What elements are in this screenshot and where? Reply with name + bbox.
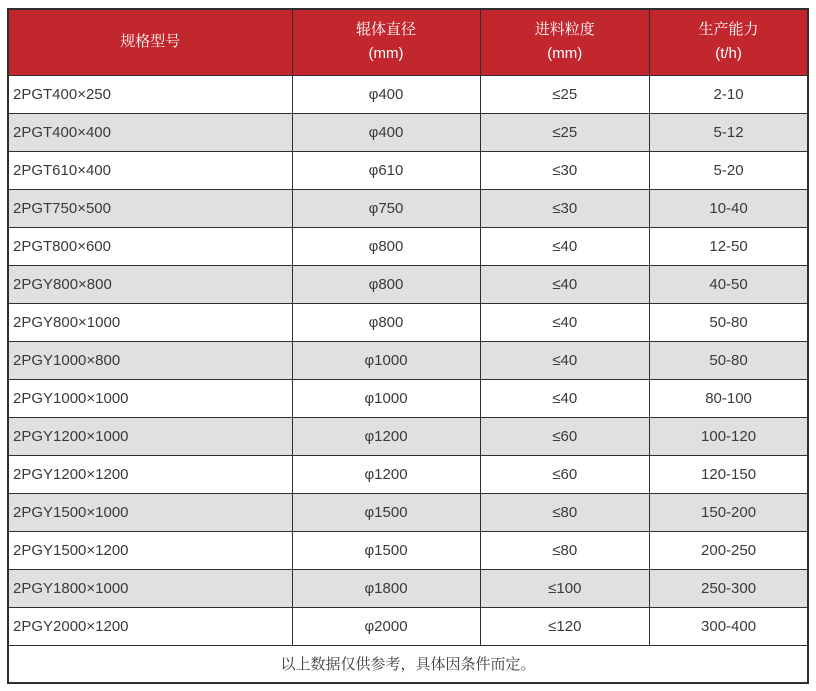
table-cell: 2PGY1000×1000 (8, 379, 292, 417)
header-title: 生产能力 (698, 21, 759, 38)
table-row (8, 303, 808, 341)
table-cell: ≤40 (480, 303, 650, 341)
table-cell: φ800 (292, 265, 480, 303)
header-cell-feed-size (480, 9, 650, 75)
table-cell: ≤80 (480, 493, 650, 531)
table-cell: φ1000 (292, 379, 480, 417)
table-cell: φ750 (292, 189, 480, 227)
table-cell: φ1800 (292, 569, 480, 607)
header-cell-model (8, 9, 292, 75)
table-cell: 2PGT400×250 (8, 75, 292, 113)
table-row (8, 189, 808, 227)
table-cell: φ400 (292, 75, 480, 113)
table-row (8, 531, 808, 569)
table-row (8, 75, 808, 113)
table-cell: ≤30 (480, 151, 650, 189)
spec-table-body (8, 75, 808, 645)
table-cell: φ800 (292, 227, 480, 265)
table-row (8, 227, 808, 265)
table-cell: ≤40 (480, 265, 650, 303)
table-cell: 150-200 (650, 493, 808, 531)
header-cell-capacity (650, 9, 808, 75)
footnote-row (8, 645, 808, 683)
spec-table (7, 8, 809, 684)
table-cell: 10-40 (650, 189, 808, 227)
table-cell: ≤120 (480, 607, 650, 645)
table-cell: 50-80 (650, 341, 808, 379)
table-cell: ≤60 (480, 417, 650, 455)
spec-table-header (8, 9, 808, 75)
table-cell: 120-150 (650, 455, 808, 493)
header-unit: (mm) (368, 44, 404, 62)
table-cell: ≤60 (480, 455, 650, 493)
table-cell: ≤40 (480, 227, 650, 265)
table-cell: 2PGY1800×1000 (8, 569, 292, 607)
table-row (8, 379, 808, 417)
table-cell: ≤30 (480, 189, 650, 227)
table-cell: φ2000 (292, 607, 480, 645)
table-cell: 5-20 (650, 151, 808, 189)
spec-table-footer (8, 645, 808, 683)
table-cell: 2PGY1200×1200 (8, 455, 292, 493)
table-row (8, 607, 808, 645)
table-cell: φ1200 (292, 455, 480, 493)
table-cell: 80-100 (650, 379, 808, 417)
table-row (8, 113, 808, 151)
table-cell: ≤25 (480, 113, 650, 151)
header-cell-diameter (292, 9, 480, 75)
table-cell: 200-250 (650, 531, 808, 569)
table-cell: 2-10 (650, 75, 808, 113)
table-cell: φ1500 (292, 493, 480, 531)
table-cell: 300-400 (650, 607, 808, 645)
table-cell: φ1000 (292, 341, 480, 379)
table-cell: 2PGY800×800 (8, 265, 292, 303)
table-cell: 40-50 (650, 265, 808, 303)
table-cell: 250-300 (650, 569, 808, 607)
table-cell: 2PGY1000×800 (8, 341, 292, 379)
table-row (8, 417, 808, 455)
table-cell: ≤40 (480, 341, 650, 379)
table-cell: 50-80 (650, 303, 808, 341)
header-unit: (mm) (547, 44, 583, 62)
table-row (8, 151, 808, 189)
table-cell: 2PGY2000×1200 (8, 607, 292, 645)
table-cell: φ400 (292, 113, 480, 151)
table-cell: 2PGY1500×1200 (8, 531, 292, 569)
table-cell: φ800 (292, 303, 480, 341)
table-row (8, 493, 808, 531)
header-row (8, 9, 808, 75)
table-cell: 2PGT750×500 (8, 189, 292, 227)
footnote-text: 以上数据仅供参考，具体因条件而定。 (8, 645, 808, 683)
table-cell: 2PGY800×1000 (8, 303, 292, 341)
table-cell: 12-50 (650, 227, 808, 265)
table-row (8, 455, 808, 493)
table-cell: 2PGY1200×1000 (8, 417, 292, 455)
table-cell: 5-12 (650, 113, 808, 151)
table-row (8, 569, 808, 607)
table-row (8, 341, 808, 379)
table-row (8, 265, 808, 303)
table-cell: ≤40 (480, 379, 650, 417)
table-cell: 2PGT400×400 (8, 113, 292, 151)
table-cell: 2PGT610×400 (8, 151, 292, 189)
table-cell: φ1500 (292, 531, 480, 569)
table-cell: 100-120 (650, 417, 808, 455)
table-cell: ≤25 (480, 75, 650, 113)
header-title: 进料粒度 (534, 21, 595, 38)
table-cell: φ610 (292, 151, 480, 189)
header-title: 辊体直径 (355, 21, 416, 38)
table-cell: ≤100 (480, 569, 650, 607)
table-cell: 2PGY1500×1000 (8, 493, 292, 531)
header-unit: (t/h) (715, 44, 742, 62)
table-cell: φ1200 (292, 417, 480, 455)
table-cell: ≤80 (480, 531, 650, 569)
header-title: 规格型号 (120, 33, 181, 50)
table-cell: 2PGT800×600 (8, 227, 292, 265)
